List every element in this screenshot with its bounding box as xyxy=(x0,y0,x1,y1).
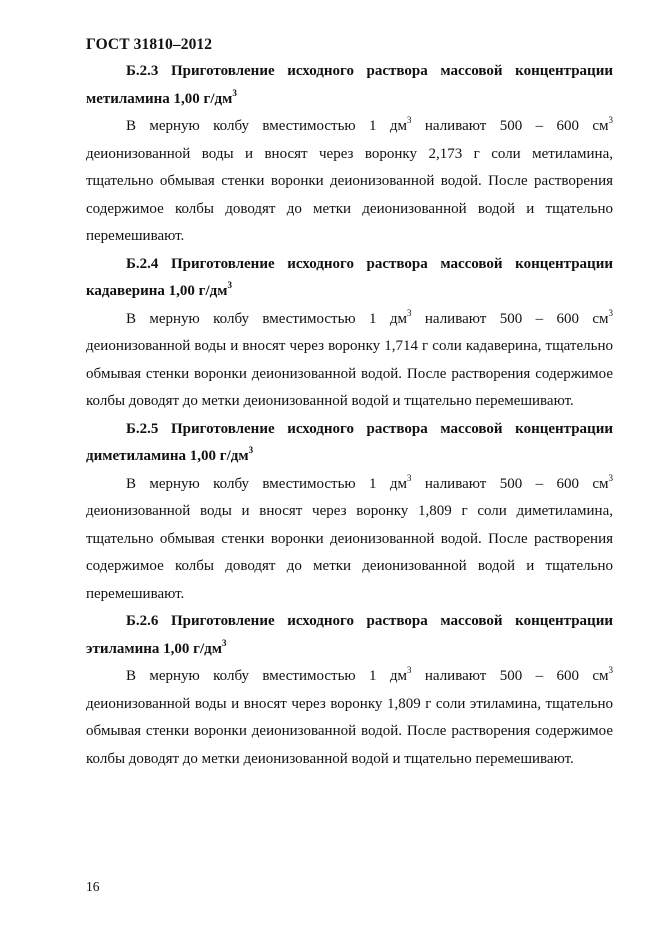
body-text: В мерную колбу вместимостью 1 дм xyxy=(126,310,407,327)
section-b-2-3 xyxy=(86,58,613,251)
document-header: ГОСТ 31810–2012 xyxy=(86,36,213,53)
body-text: В мерную колбу вместимостью 1 дм xyxy=(126,118,407,134)
body-text: наливают 500 – 600 см xyxy=(411,118,609,134)
unit-superscript: 3 xyxy=(407,307,412,318)
unit-superscript: 3 xyxy=(407,665,412,675)
unit-superscript: 3 xyxy=(608,665,613,675)
heading-superscript: 3 xyxy=(232,87,237,98)
heading-text: Б.2.3 Приготовление исходного раствора массовой концентрации метиламина 1,00 г/дм xyxy=(86,63,613,107)
section-heading xyxy=(86,608,613,663)
body-text: В мерную колбу вместимостью 1 дм xyxy=(126,475,407,492)
heading-superscript: 3 xyxy=(221,637,227,648)
body-text: деионизованной воды и вносят через воронку 2,173 г соли метиламина, тщательно обмывая стенки воронки деионизованной водой. После растворения содержимое колбы доводят до метки деионизованной водой и тщательно перемешивают. xyxy=(86,145,613,244)
body-text: деионизованной воды и вносят через воронку 1,714 г соли кадаверина, тщательно обмывая стенки воронки деионизованной водой. После растворения содержимое колбы доводят до метки деионизованной водой и тщательно перемешивают. xyxy=(86,338,613,409)
heading-text: Б.2.4 Приготовление исходного раствора массовой концентрации кадаверина 1,00 г/дм xyxy=(86,255,613,299)
heading-superscript: 3 xyxy=(248,445,254,455)
section-body xyxy=(86,306,613,416)
section-heading xyxy=(86,58,613,113)
section-body xyxy=(86,663,613,773)
unit-superscript: 3 xyxy=(407,472,412,483)
heading-superscript: 3 xyxy=(227,280,232,290)
body-text: деионизованной воды и вносят через воронку 1,809 г соли этиламина, тщательно обмывая стенки воронки деионизованной водой. После растворения содержимое колбы доводят до метки деионизованной водой и тщательно перемешивают. xyxy=(86,695,613,767)
section-body xyxy=(86,113,613,251)
section-body xyxy=(86,471,613,609)
body-text: наливают 500 – 600 см xyxy=(411,310,609,327)
section-b-2-5 xyxy=(86,416,613,609)
heading-text: Б.2.5 Приготовление исходного раствора массовой концентрации диметиламина 1,00 г/дм xyxy=(86,420,613,464)
heading-text: Б.2.6 Приготовление исходного раствора массовой концентрации этиламина 1,00 г/дм xyxy=(86,613,613,657)
unit-superscript: 3 xyxy=(608,115,613,125)
section-heading xyxy=(86,251,613,306)
body-text: наливают 500 – 600 см xyxy=(411,475,609,492)
unit-superscript: 3 xyxy=(407,115,412,125)
body-text: В мерную колбу вместимостью 1 дм xyxy=(126,668,407,684)
unit-superscript: 3 xyxy=(608,307,613,318)
page-number: 16 xyxy=(86,879,100,894)
body-text: наливают 500 – 600 см xyxy=(411,668,609,684)
body-text: деионизованной воды и вносят через воронку 1,809 г соли диметиламина, тщательно обмывая стенки воронки деионизованной водой. После растворения содержимое колбы доводят до метки деионизованной водой и тщательно перемешивают. xyxy=(86,503,613,602)
section-heading xyxy=(86,416,613,471)
document-content xyxy=(86,58,613,773)
section-b-2-4 xyxy=(86,251,613,416)
unit-superscript: 3 xyxy=(608,472,613,483)
section-b-2-6 xyxy=(86,608,613,773)
